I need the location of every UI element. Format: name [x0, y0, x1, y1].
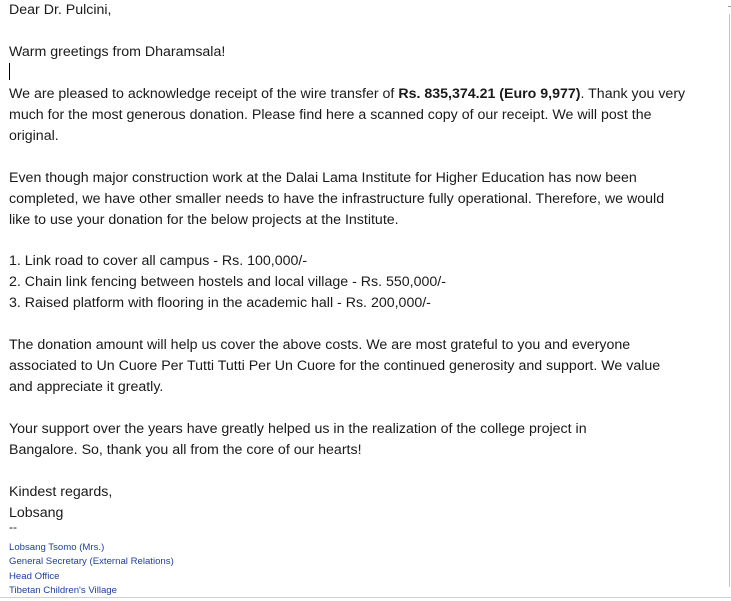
- para3-line3: and appreciate it greatly.: [9, 379, 164, 396]
- para1-suffix: . Thank you very: [580, 85, 686, 102]
- project-item-1: 1. Link road to cover all campus - Rs. 100,000/-: [9, 253, 308, 270]
- para3-line2: associated to Un Cuore Per Tutti Tutti Per Un Cuore for the continued generosity and support. We value: [9, 358, 661, 375]
- project-item-2: 2. Chain link fencing between hostels and local village - Rs. 550,000/-: [9, 274, 446, 291]
- salutation: Dear Dr. Pulcini,: [9, 2, 112, 18]
- para3-line1: The donation amount will help us cover the above costs. We are most grateful to you and everyone: [9, 337, 631, 354]
- para4-line2: Bangalore. So, thank you all from the core of our hearts!: [9, 441, 362, 458]
- bottom-divider: [0, 597, 731, 598]
- para1-line3: original.: [9, 127, 59, 144]
- project-item-3: 3. Raised platform with flooring in the academic hall - Rs. 200,000/-: [9, 295, 431, 312]
- message-body[interactable]: [9, 0, 721, 524]
- signature-block: [9, 541, 174, 599]
- para1-line2: much for the most generous donation. Please find here a scanned copy of our receipt. We will post the: [9, 106, 652, 123]
- para1-line1: [9, 84, 721, 105]
- scrollbar-track[interactable]: [729, 14, 730, 587]
- para2-line2: completed, we have other smaller needs to have the infrastructure fully operational. Therefore, we would: [9, 190, 665, 207]
- closing: Kindest regards,: [9, 483, 113, 500]
- text-caret: [9, 63, 10, 80]
- signature-organization: Tibetan Children's Village: [9, 585, 117, 597]
- signature-office: Head Office: [9, 570, 60, 582]
- transfer-amount: Rs. 835,374.21 (Euro 9,977): [398, 85, 581, 102]
- signature-separator: --: [9, 520, 17, 534]
- signature-title: General Secretary (External Relations): [9, 556, 174, 568]
- sender-name: Lobsang: [9, 504, 64, 521]
- para2-line3: like to use your donation for the below projects at the Institute.: [9, 211, 399, 228]
- text-caret-line: [9, 63, 721, 84]
- signature-name: Lobsang Tsomo (Mrs.): [9, 542, 105, 553]
- para4-line1: Your support over the years have greatly helped us in the realization of the college project in: [9, 420, 587, 437]
- greeting: Warm greetings from Dharamsala!: [9, 43, 226, 60]
- para1-prefix: We are pleased to acknowledge receipt of the wire transfer of: [9, 85, 399, 102]
- para2-line1: Even though major construction work at the Dalai Lama Institute for Higher Education has now been: [9, 169, 637, 186]
